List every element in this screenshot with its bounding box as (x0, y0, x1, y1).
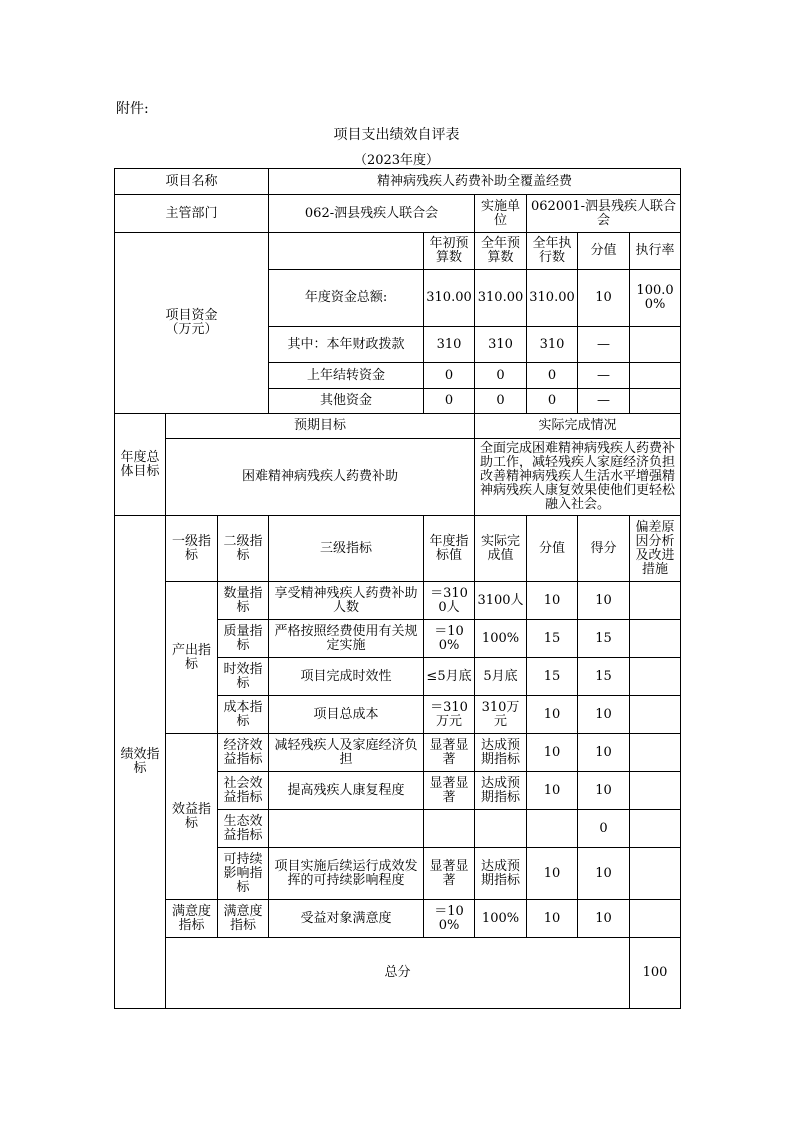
actual (475, 810, 527, 848)
actual: 达成预期指标 (475, 772, 527, 810)
score: 15 (527, 658, 578, 696)
col-initial-budget: 年初预算数 (424, 233, 475, 270)
attachment-label: 附件: (116, 101, 149, 117)
reason (630, 810, 681, 848)
benefit-indicator-label: 效益指标 (166, 734, 218, 900)
got: 15 (578, 658, 630, 696)
target: ＝100% (424, 620, 475, 658)
target: ＝100% (424, 900, 475, 938)
dept-value: 062-泗县残疾人联合会 (269, 195, 475, 233)
got: 10 (578, 582, 630, 620)
impl-value: 062001-泗县残疾人联合会 (527, 195, 681, 233)
level3 (269, 810, 424, 848)
funds-score: — (578, 327, 630, 363)
target (424, 810, 475, 848)
level2: 可持续影响指标 (218, 848, 269, 900)
funds-rate (630, 327, 681, 363)
got: 10 (578, 848, 630, 900)
h-level2: 二级指标 (218, 516, 269, 582)
funds-annual: 0 (475, 363, 527, 389)
reason (630, 848, 681, 900)
funds-exec: 310 (527, 327, 578, 363)
got: 10 (578, 900, 630, 938)
impl-label: 实施单位 (475, 195, 527, 233)
target: ≤5月底 (424, 658, 475, 696)
target: 显著显著 (424, 848, 475, 900)
funds-row-label: 其他资金 (269, 389, 424, 414)
score (527, 810, 578, 848)
indicator-row (115, 734, 681, 772)
reason (630, 620, 681, 658)
target: 显著显著 (424, 734, 475, 772)
reason (630, 734, 681, 772)
actual-result-header: 实际完成情况 (475, 414, 681, 439)
funds-row-label: 其中：本年财政拨款 (269, 327, 424, 363)
funds-score: — (578, 363, 630, 389)
goals-content-row (115, 439, 681, 516)
level3: 项目完成时效性 (269, 658, 424, 696)
level2: 时效指标 (218, 658, 269, 696)
target: ＝310万元 (424, 696, 475, 734)
level3: 项目总成本 (269, 696, 424, 734)
project-name-row (115, 169, 681, 195)
score: 10 (527, 582, 578, 620)
level3: 减轻残疾人及家庭经济负担 (269, 734, 424, 772)
target: ＝3100人 (424, 582, 475, 620)
indicators-header-row (115, 516, 681, 582)
funds-rate: 100.00% (630, 270, 681, 327)
score: 10 (527, 734, 578, 772)
level3: 受益对象满意度 (269, 900, 424, 938)
level3: 严格按照经费使用有关规定实施 (269, 620, 424, 658)
got: 10 (578, 772, 630, 810)
project-name-label: 项目名称 (115, 169, 269, 195)
self-evaluation-table (114, 168, 681, 1009)
score: 10 (527, 848, 578, 900)
got: 10 (578, 734, 630, 772)
score: 15 (527, 620, 578, 658)
project-name-value: 精神病残疾人药费补助全覆盖经费 (269, 169, 681, 195)
expected-goal: 困难精神病残疾人药费补助 (166, 439, 475, 516)
score: 10 (527, 696, 578, 734)
funds-rate (630, 363, 681, 389)
level2: 生态效益指标 (218, 810, 269, 848)
reason (630, 658, 681, 696)
funds-annual: 310 (475, 327, 527, 363)
actual: 100% (475, 620, 527, 658)
page-title: 项目支出绩效自评表 (333, 127, 460, 143)
actual: 达成预期指标 (475, 848, 527, 900)
reason (630, 582, 681, 620)
funds-header-blank (269, 233, 424, 270)
col-annual-budget: 全年预算数 (475, 233, 527, 270)
indicators-label: 绩效指标 (115, 516, 166, 1009)
reason (630, 772, 681, 810)
indicator-row (115, 582, 681, 620)
level2: 经济效益指标 (218, 734, 269, 772)
h-target: 年度指标值 (424, 516, 475, 582)
level2: 数量指标 (218, 582, 269, 620)
goals-header-row (115, 414, 681, 439)
h-score: 分值 (527, 516, 578, 582)
h-level1: 一级指标 (166, 516, 218, 582)
level2: 满意度指标 (218, 900, 269, 938)
total-row (115, 938, 681, 1009)
col-exec-rate: 执行率 (630, 233, 681, 270)
level3: 提高残疾人康复程度 (269, 772, 424, 810)
funds-exec: 0 (527, 363, 578, 389)
score: 10 (527, 772, 578, 810)
funds-initial: 0 (424, 363, 475, 389)
h-reason: 偏差原因分析及改进措施 (630, 516, 681, 582)
funds-annual: 0 (475, 389, 527, 414)
funds-label: 项目资金 （万元） (115, 233, 269, 414)
h-got: 得分 (578, 516, 630, 582)
level3: 享受精神残疾人药费补助人数 (269, 582, 424, 620)
got: 15 (578, 620, 630, 658)
target: 显著显著 (424, 772, 475, 810)
h-actual: 实际完成值 (475, 516, 527, 582)
score: 10 (527, 900, 578, 938)
level3: 项目实施后续运行成效发挥的可持续影响程度 (269, 848, 424, 900)
level2: 社会效益指标 (218, 772, 269, 810)
funds-header-row (115, 233, 681, 270)
funds-row-label: 上年结转资金 (269, 363, 424, 389)
report-year: （2023年度） (353, 153, 440, 168)
funds-score: 10 (578, 270, 630, 327)
actual: 3100人 (475, 582, 527, 620)
output-indicator-label: 产出指标 (166, 582, 218, 734)
h-level3: 三级指标 (269, 516, 424, 582)
actual-result: 全面完成困难精神病残疾人药费补助工作，减轻残疾人家庭经济负担改善精神病残疾人生活水平增强精神病残疾人康复效果使他们更轻松融入社会。 (475, 439, 681, 516)
reason (630, 900, 681, 938)
total-label: 总分 (166, 938, 630, 1009)
funds-initial: 310 (424, 327, 475, 363)
satisfaction-indicator-label: 满意度指标 (166, 900, 218, 938)
col-score: 分值 (578, 233, 630, 270)
actual: 达成预期指标 (475, 734, 527, 772)
funds-rate (630, 389, 681, 414)
funds-initial: 0 (424, 389, 475, 414)
expected-goal-header: 预期目标 (166, 414, 475, 439)
actual: 100% (475, 900, 527, 938)
funds-annual: 310.00 (475, 270, 527, 327)
goals-label: 年度总体目标 (115, 414, 166, 516)
funds-exec: 310.00 (527, 270, 578, 327)
total-score: 100 (630, 938, 681, 1009)
got: 10 (578, 696, 630, 734)
actual: 5月底 (475, 658, 527, 696)
level2: 成本指标 (218, 696, 269, 734)
department-row (115, 195, 681, 233)
funds-initial: 310.00 (424, 270, 475, 327)
funds-score: — (578, 389, 630, 414)
actual: 310万元 (475, 696, 527, 734)
funds-exec: 0 (527, 389, 578, 414)
level2: 质量指标 (218, 620, 269, 658)
reason (630, 696, 681, 734)
got: 0 (578, 810, 630, 848)
funds-row-label: 年度资金总额: (269, 270, 424, 327)
col-annual-exec: 全年执行数 (527, 233, 578, 270)
dept-label: 主管部门 (115, 195, 269, 233)
indicator-row (115, 900, 681, 938)
